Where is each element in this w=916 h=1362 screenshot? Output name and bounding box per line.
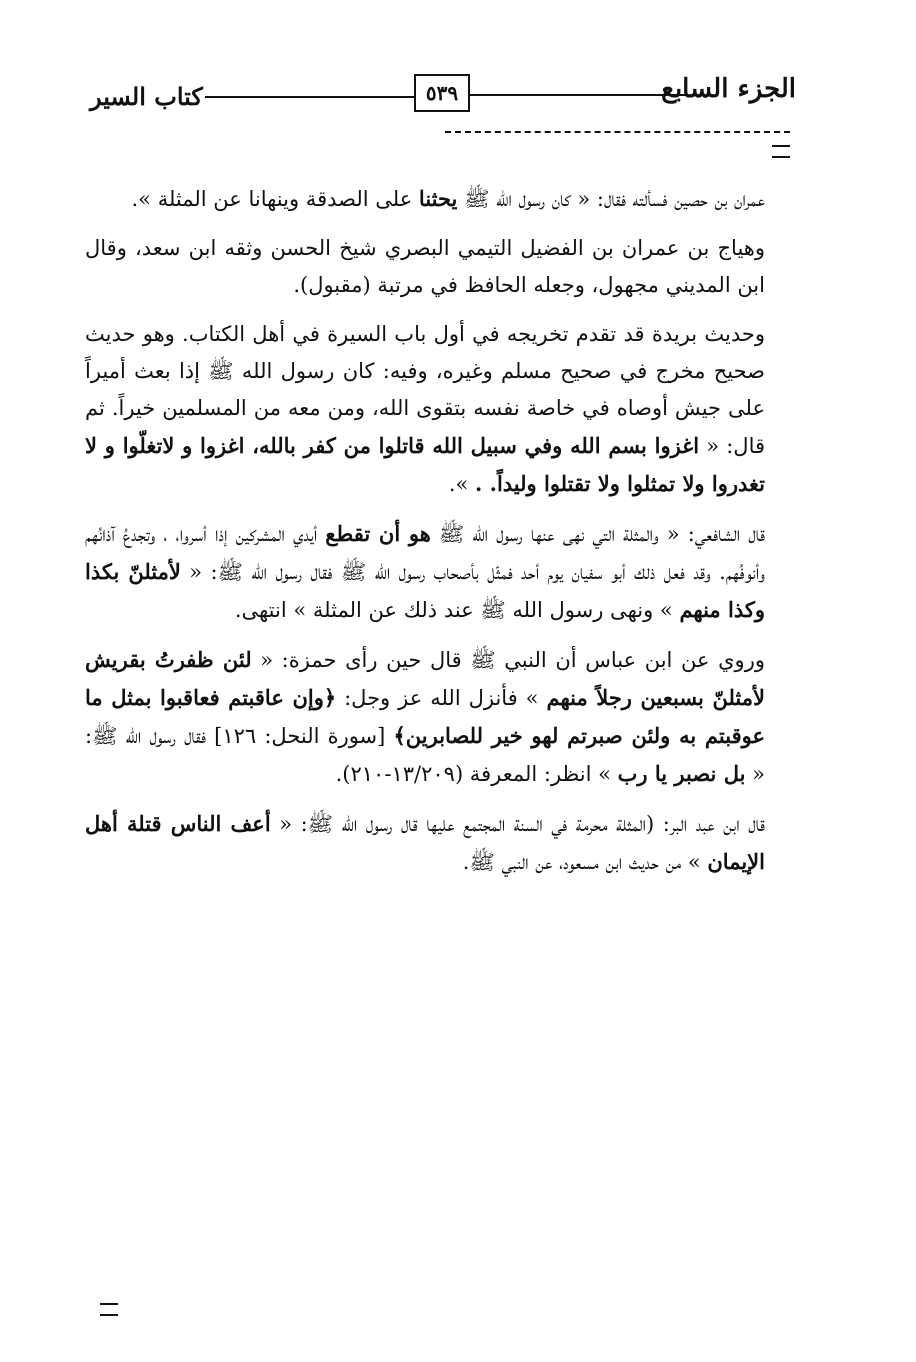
- text-run: » فأنزل الله عز وجل:: [336, 686, 547, 710]
- text-run: [سورة النحل: ١٢٦] فقال رسول الله ﷺ: «: [85, 724, 765, 786]
- bold-quote: هو أن تقطع: [325, 521, 431, 546]
- bold-quote: أعف الناس قتلة أهل الإيمان: [85, 811, 765, 874]
- text-run: على الصدقة وينهانا عن المثلة ».: [131, 187, 419, 211]
- bold-quote: ﴿وإن عاقبتم فعاقبوا بمثل ما عوقبتم به ولئن صبرتم لهو خير للصابرين﴾: [85, 685, 766, 748]
- text-run: » ونهى رسول الله ﷺ عند ذلك عن المثلة » انتهى.: [234, 598, 680, 622]
- text-run: » من حديث ابن مسعود، عن النبي ﷺ.: [462, 850, 708, 874]
- text-run: وهياج بن عمران بن الفضيل التيمي البصري شيخ الحسن وثقه ابن سعد، وقال ابن المديني مجهول، وجعله الحافظ في مرتبة (مقبول).: [85, 236, 765, 297]
- book-title: كتاب السير: [90, 82, 203, 111]
- bold-quote: بل نصبر يا رب: [617, 761, 746, 786]
- volume-title: الجزء السابع: [661, 74, 796, 104]
- text-run: » انظر: المعرفة (١٣/٢٠٩-٢١٠).: [335, 762, 618, 786]
- text-run: قال الشافعي: « والمثلة التي نهى عنها رسول الله ﷺ: [430, 522, 765, 546]
- header-separator: [445, 131, 790, 133]
- bold-quote: لأمثلنّ بكذا وكذا منهم: [85, 559, 765, 622]
- paragraph: [85, 230, 765, 304]
- paragraph: [85, 180, 765, 218]
- text-run: ».: [448, 472, 476, 496]
- page-number: ٥٣٩: [425, 81, 459, 105]
- text-run: وحديث بريدة قد تقدم تخريجه في أول باب السيرة في أهل الكتاب. وهو حديث صحيح مخرج في صحيح مسلم وغيره، وفيه: كان رسول الله ﷺ إذا بعث أميراً على جيش أوصاه في خاصة نفسه بتقوى الله، ومن معه من المسلمين خيراً. ثم قال: «: [85, 322, 766, 458]
- page-number-box: [414, 74, 470, 112]
- paragraph: [85, 515, 765, 629]
- paragraph: [85, 641, 765, 793]
- header-rule: [205, 96, 415, 98]
- header-rule: [470, 94, 688, 96]
- text-run: وروي عن ابن عباس أن النبي ﷺ قال حين رأى حمزة: «: [251, 648, 765, 672]
- text-run: قال ابن عبد البر: (المثلة محرمة في السنة المجتمع عليها قال رسول الله ﷺ: «: [270, 812, 765, 836]
- paragraph: [85, 805, 765, 881]
- paragraph: [85, 316, 765, 503]
- section-mark: [100, 1303, 118, 1316]
- text-run: عمران بن حصين فسألته فقال: « كان رسول الله ﷺ: [457, 187, 765, 211]
- page-body: [85, 180, 765, 893]
- bold-quote: اغزوا بسم الله وفي سبيل الله قاتلوا من كفر بالله، اغزوا و لاتغلّوا و لا تغدروا ولا تمثلوا ولا تقتلوا وليداً. .: [85, 433, 765, 496]
- section-mark: [772, 145, 790, 158]
- bold-quote: يحثنا: [418, 186, 458, 211]
- text-run: أيدي المشركين إذا أسروا، ، وتجدعُ آذانُهم وأنوفُهم. وقد فعل ذلك أبو سفيان يوم أحد فمثّل بأصحاب رسول الله ﷺ فقال رسول الله ﷺ: «: [85, 522, 765, 584]
- bold-quote: لئن ظفرتُ بقريش لأمثلنّ بسبعين رجلاً منهم: [85, 647, 765, 710]
